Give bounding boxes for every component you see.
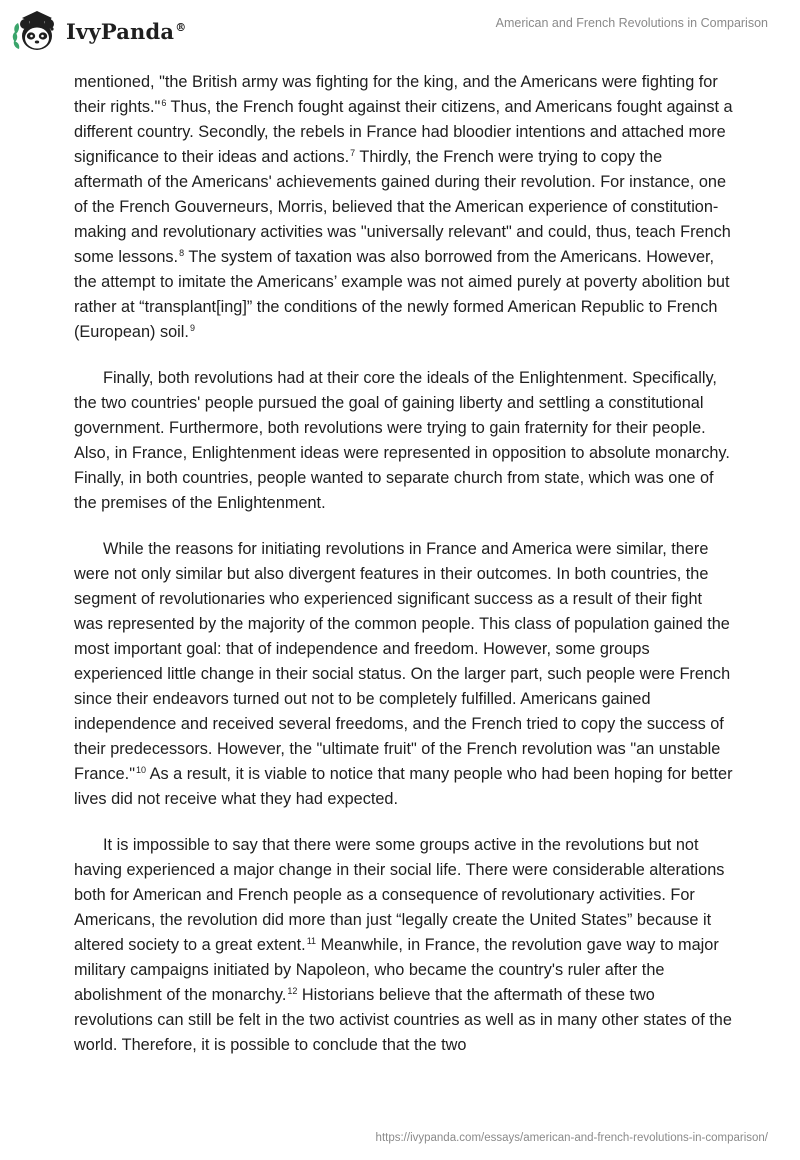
paragraph-3: While the reasons for initiating revolutions in France and America were similar, there were not only similar but also divergent features in their outcomes. In both countries, the segment of revolutionaries who experienced significant success as a result of their fight was represented by the majority of the common people. This class of population gained the most important goal: that of independence and freedom. However, some groups experienced little change in their social status. On the larger part, such people were French since their endeavors turned out not to be completely fulfilled. Americans gained independence and received several freedoms, and the French tried to copy the success of their predecessors. However, the "ultimate fruit" of the French revolution was "an unstable France."$^{10}$ As a result, it is viable to notice that many people who had been hoping for better lives did not receive what they had expected. [74, 540, 733, 808]
page-header [0, 0, 800, 62]
essay-body [74, 70, 734, 1058]
footnote-ref-12[interactable]: 12 [287, 986, 298, 996]
registered-mark: ® [175, 20, 187, 34]
footnote-ref-9[interactable]: 9 [189, 323, 195, 333]
paragraph-4: It is impossible to say that there were some groups active in the revolutions but not having experienced a major change in their social life. There were considerable alterations both for American and French people as a consequence of revolutionary activities. For Americans, the revolution did more than just “legally create the United States” because it altered society to a great extent.$^{11}$ Meanwhile, in France, the revolution gave way to major military campaigns initiated by Napoleon, who became the country's ruler after the abolishment of the monarchy.$^{12}$ Historians believe that the aftermath of these two revolutions can still be felt in the two activist countries as well as in many other states of the world. Therefore, it is possible to conclude that the two [74, 836, 732, 1054]
footnote-ref-8[interactable]: 8 [179, 248, 185, 258]
source-url[interactable]: https://ivypanda.com/essays/american-and-french-revolutions-in-comparison/ [375, 1132, 768, 1144]
panda-graduate-icon [12, 8, 60, 54]
logo-wordmark: IvyPanda® [66, 18, 187, 44]
footnote-ref-10[interactable]: 10 [135, 765, 146, 775]
footnote-ref-7[interactable]: 7 [350, 148, 356, 158]
paragraph-1: mentioned, "the British army was fighting for the king, and the Americans were fighting for their rights."$^6$ Thus, the French fought against their citizens, and Americans fought against a different country. Secondly, the rebels in France had bloodier intentions and attached more significance to their ideas and actions.$^7$ Thirdly, the French were trying to copy the aftermath of the Americans' achievements gained during their revolution. For instance, one of the French Gouverneurs, Morris, believed that the American experience of constitution-making and revolutionary activities was "universally relevant" and could, thus, teach French some lessons.$^8$ The system of taxation was also borrowed from the Americans. However, the attempt to imitate the Americans’ example was not aimed purely at poverty abolition but rather at “transplant[ing]” the conditions of the newly formed American Republic to French (European) soil.$^9$ [74, 73, 733, 341]
paragraph-2: Finally, both revolutions had at their core the ideals of the Enlightenment. Specifically, the two countries' people pursued the goal of gaining liberty and settling a constitutional government. Furthermore, both revolutions were trying to gain fraternity for their people. Also, in France, Enlightenment ideas were represented in opposition to absolute monarchy. Finally, in both countries, people wanted to separate church from state, which was one of the premises of the Enlightenment. [74, 369, 730, 512]
ivypanda-logo[interactable] [12, 8, 186, 54]
footnote-ref-6[interactable]: 6 [161, 98, 167, 108]
footnote-ref-11[interactable]: 11 [306, 936, 317, 946]
document-title: American and French Revolutions in Comparison [495, 16, 768, 30]
